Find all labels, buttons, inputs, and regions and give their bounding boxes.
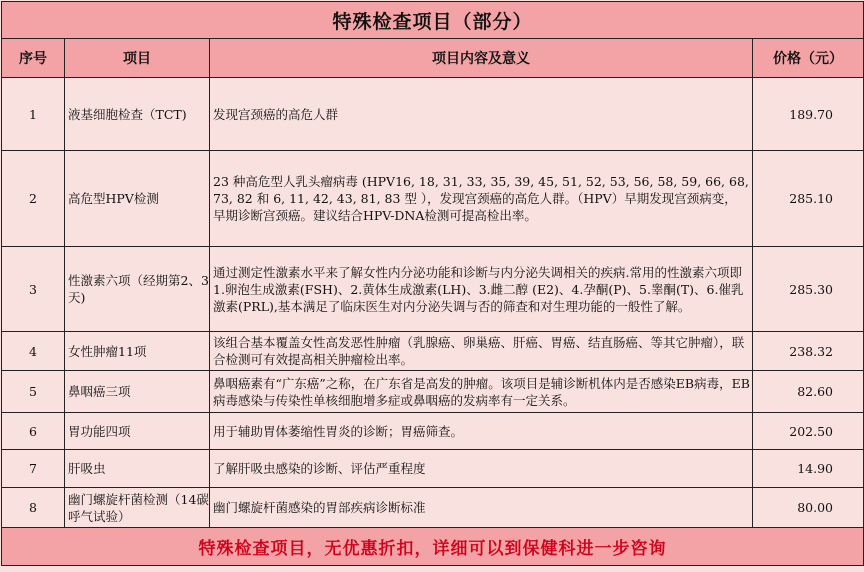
header-item: 项目 xyxy=(65,39,210,78)
row-price: 238.32 xyxy=(753,332,864,371)
table-row xyxy=(2,78,864,151)
row-no: 4 xyxy=(2,332,65,371)
row-item: 胃功能四项 xyxy=(65,413,210,450)
row-content: 23 种高危型人乳头瘤病毒 (HPV16, 18, 31, 33, 35, 39, 45, 51, 52, 53, 56, 58, 59, 66, 68, 73, 82 和 6, 11, 42, 43, 81, 83 型 ），发现宫颈癌的高危人群。（HPV）早期发现宫颈病变， 早期诊断宫颈癌。建议结合HPV-DNA检测可提高检出率。 xyxy=(210,151,753,247)
row-item: 液基细胞检查（TCT) xyxy=(65,78,210,151)
table-row xyxy=(2,151,864,247)
row-content: 发现宫颈癌的高危人群 xyxy=(210,78,753,151)
row-no: 6 xyxy=(2,413,65,450)
row-content: 通过测定性激素水平来了解女性内分泌功能和诊断与内分泌失调相关的疾病.常用的性激素六项即1.卵泡生成激素(FSH)、2.黄体生成激素(LH)、3.雌二醇 (E2)、4.孕酮(P)、5.睾酮(T)、6.催乳激素(PRL),基本满足了临床医生对内分泌失调与否的筛查和对生理功能的一般性了解。 xyxy=(210,247,753,332)
row-content: 鼻咽癌素有“广东癌”之称，在广东省是高发的肿瘤。该项目是辅诊断机体内是否感染EB病毒，EB病毒感染与传染性单核细胞增多症或鼻咽癌的发病率有一定关系。 xyxy=(210,371,753,413)
table-row xyxy=(2,488,864,528)
row-price: 285.10 xyxy=(753,151,864,247)
row-no: 1 xyxy=(2,78,65,151)
row-item: 高危型HPV检测 xyxy=(65,151,210,247)
header-content: 项目内容及意义 xyxy=(210,39,753,78)
footer-note: 特殊检查项目，无优惠折扣，详细可以到保健科进一步咨询 xyxy=(2,528,864,566)
row-price: 189.70 xyxy=(753,78,864,151)
row-price: 202.50 xyxy=(753,413,864,450)
row-no: 8 xyxy=(2,488,65,528)
row-content: 幽门螺旋杆菌感染的胃部疾病诊断标准 xyxy=(210,488,753,528)
special-exam-table xyxy=(1,1,864,566)
row-item: 鼻咽癌三项 xyxy=(65,371,210,413)
row-price: 80.00 xyxy=(753,488,864,528)
row-item: 性激素六项（经期第2、3天) xyxy=(65,247,210,332)
table-row xyxy=(2,332,864,371)
row-price: 285.30 xyxy=(753,247,864,332)
table-title: 特殊检查项目（部分） xyxy=(2,2,864,39)
row-price: 14.90 xyxy=(753,450,864,488)
row-content: 了解肝吸虫感染的诊断、评估严重程度 xyxy=(210,450,753,488)
row-no: 5 xyxy=(2,371,65,413)
footer-row xyxy=(2,528,864,566)
header-no: 序号 xyxy=(2,39,65,78)
header-price: 价格（元） xyxy=(753,39,864,78)
table-row xyxy=(2,413,864,450)
row-item: 幽门螺旋杆菌检测（14碳呼气试验） xyxy=(65,488,210,528)
row-price: 82.60 xyxy=(753,371,864,413)
header-row xyxy=(2,39,864,78)
title-row xyxy=(2,2,864,39)
row-content: 用于辅助胃体萎缩性胃炎的诊断；胃癌筛查。 xyxy=(210,413,753,450)
table-row xyxy=(2,450,864,488)
row-content: 该组合基本覆盖女性高发恶性肿瘤（乳腺癌、卵巢癌、肝癌、胃癌、结直肠癌、等其它肿瘤），联合检测可有效提高相关肿瘤检出率。 xyxy=(210,332,753,371)
table-row xyxy=(2,371,864,413)
row-item: 女性肿瘤11项 xyxy=(65,332,210,371)
row-no: 2 xyxy=(2,151,65,247)
table-row xyxy=(2,247,864,332)
row-no: 3 xyxy=(2,247,65,332)
row-no: 7 xyxy=(2,450,65,488)
row-item: 肝吸虫 xyxy=(65,450,210,488)
